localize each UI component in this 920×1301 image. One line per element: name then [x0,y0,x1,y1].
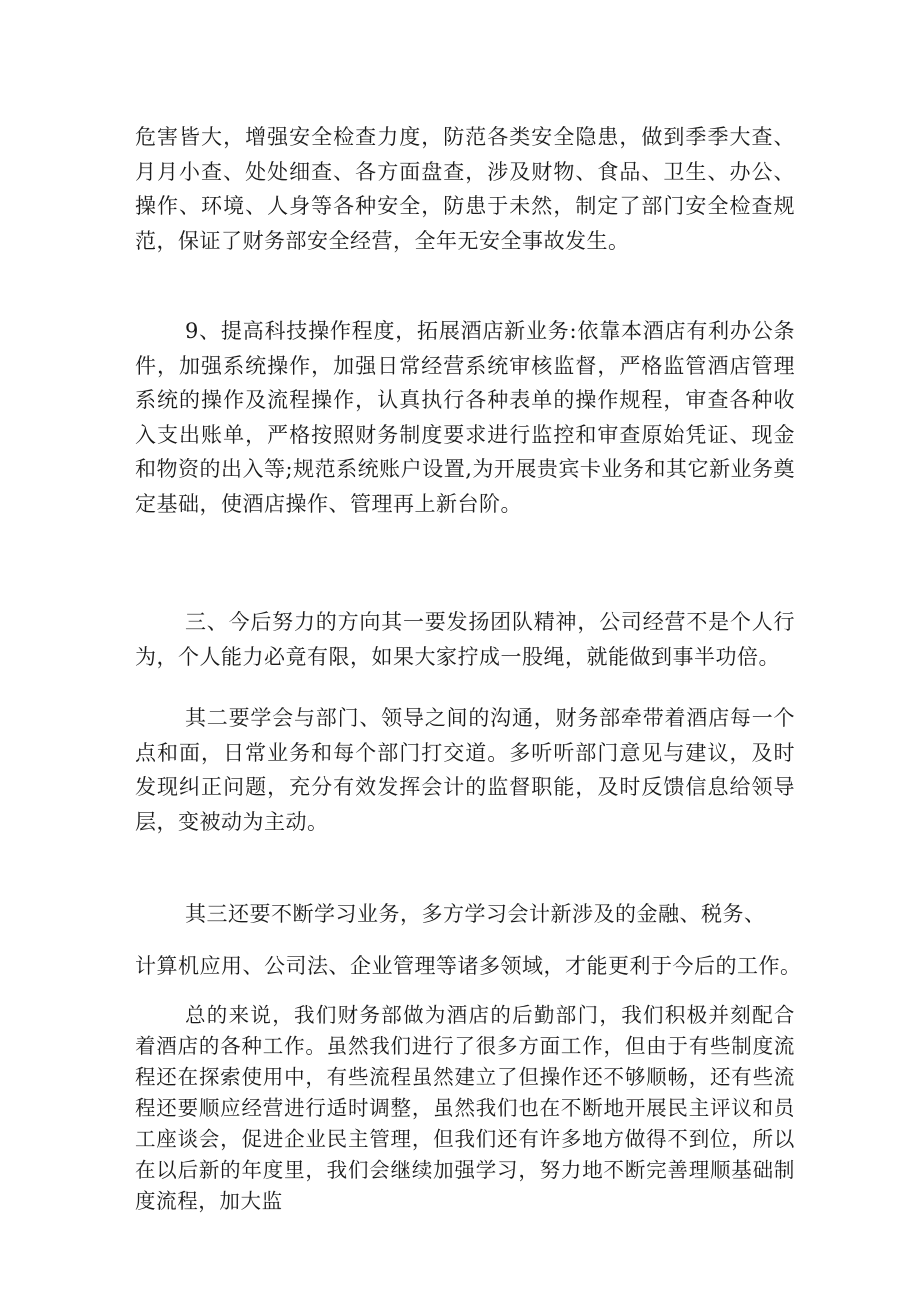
paragraph-technology-operation: 9、提高科技操作程度，拓展酒店新业务:依靠本酒店有利办公条件，加强系统操作，加强日常经营系统审核监督，严格监管酒店管理系统的操作及流程操作，认真执行各种表单的操作规程，审查各种收入支出账单，严格按照财务制度要求进行监控和审查原始凭证、现金和物资的出入等;规范系统账户设置,为开展贵宾卡业务和其它新业务奠定基础，使酒店操作、管理再上新台阶。 [135,319,795,516]
paragraph-future-direction: 三、今后努力的方向其一要发扬团队精神，公司经营不是个人行为，个人能力必竟有限，如果大家拧成一股绳，就能做到事半功倍。 [135,610,795,669]
paragraph-safety-inspection: 危害皆大，增强安全检查力度，防范各类安全隐患，做到季季大查、月月小查、处处细查、各方面盘查，涉及财物、食品、卫生、办公、操作、环境、人身等各种安全，防患于未然，制定了部门安全检查规范，保证了财务部安全经营，全年无安全事故发生。 [135,125,795,253]
paragraph-summary: 总的来说，我们财务部做为酒店的后勤部门，我们积极并刻配合着酒店的各种工作。虽然我们进行了很多方面工作，但由于有些制度流程还在探索使用中，有些流程虽然建立了但操作还不够顺畅，还有些流程还要顺应经营进行适时调整，虽然我们也在不断地开展民主评议和员工座谈会，促进企业民主管理，但我们还有许多地方做得不到位，所以在以后新的年度里，我们会继续加强学习，努力地不断完善理顺基础制度流程，加大监 [135,1003,795,1213]
paragraph-learning-line-1: 其三还要不断学习业务，多方学习会计新涉及的金融、税务、 [185,902,766,926]
paragraph-learning-line-2: 计算机应用、公司法、企业管理等诸多领域，才能更利于今后的工作。 [135,954,802,978]
paragraph-communication: 其二要学会与部门、领导之间的沟通，财务部牵带着酒店每一个点和面，日常业务和每个部门打交道。多听听部门意见与建议，及时发现纠正问题，充分有效发挥会计的监督职能，及时反馈信息给领导层，变被动为主动。 [135,706,795,834]
